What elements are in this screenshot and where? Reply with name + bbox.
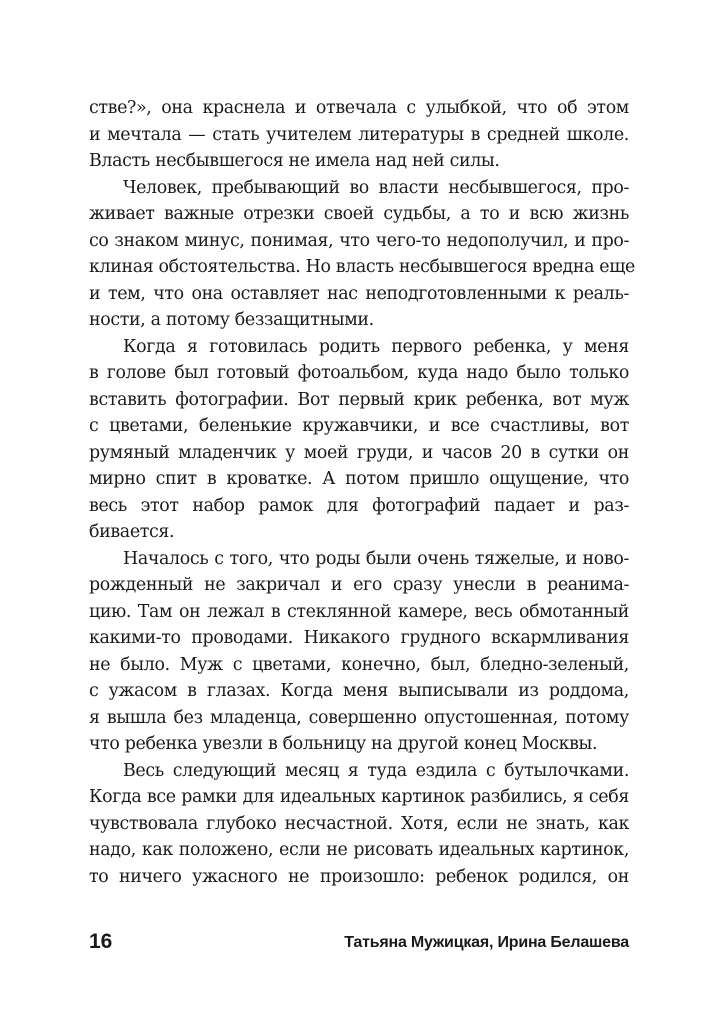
text-line: клиная обстоятельства. Но власть несбывшегося вредна еще	[89, 257, 636, 277]
text-line: Весь следующий месяц я туда ездила с бутылочками.	[123, 760, 629, 781]
text-line: я вышла без младенца, совершенно опустошенная, потому	[89, 707, 629, 728]
text-line: Человек, пребывающий во власти несбывшегося, про-	[123, 177, 629, 198]
text-line: надо, как положено, если не рисовать идеальных картинок,	[89, 840, 629, 860]
text-line: ности, а потому беззащитными.	[89, 310, 374, 330]
text-line: Власть несбывшегося не имела над ней силы.	[89, 151, 500, 171]
text-line: и мечтала — стать учителем литературы в средней школе.	[89, 124, 629, 145]
running-title-authors: Татьяна Мужицкая, Ирина Белашева	[344, 934, 629, 951]
page-body-text	[89, 95, 636, 890]
page-footer	[89, 928, 629, 956]
text-line: цию. Там он лежал в стеклянной камере, весь обмотанный	[89, 601, 629, 622]
text-line: то ничего ужасного не произошло: ребенок родился, он	[89, 866, 629, 887]
page-number: 16	[89, 930, 113, 953]
text-line: не было. Муж с цветами, конечно, был, бледно-зеленый,	[89, 654, 629, 675]
text-line: мирно спит в кроватке. А потом пришло ощущение, что	[89, 469, 629, 489]
text-line: Когда я готовилась родить первого ребенка, у меня	[123, 336, 629, 357]
text-line: румяный младенчик у моей груди, и часов 20 в сутки он	[89, 442, 629, 463]
text-line: вставить фотографии. Вот первый крик ребенка, вот муж	[89, 389, 629, 410]
text-line: с цветами, беленькие кружавчики, и все счастливы, вот	[89, 416, 629, 436]
text-line: рожденный не закричал и его сразу унесли в реанима-	[89, 575, 629, 595]
text-line: в голове был готовый фотоальбом, куда надо было только	[89, 363, 629, 383]
text-line: и тем, что она оставляет нас неподготовленными к реаль-	[89, 283, 629, 304]
text-line: что ребенка увезли в больницу на другой конец Москвы.	[89, 734, 598, 754]
text-line: со знаком минус, понимая, что чего-то недополучил, и про-	[89, 230, 629, 251]
text-line: бивается.	[89, 522, 175, 542]
text-line: какими-то проводами. Никакого грудного вскармливания	[89, 628, 629, 648]
text-line: Когда все рамки для идеальных картинок разбились, я себя	[89, 787, 629, 807]
text-line: весь этот набор рамок для фотографий падает и раз-	[89, 495, 629, 516]
text-line: Началось с того, что роды были очень тяжелые, и ново-	[123, 548, 629, 569]
text-line: живает важные отрезки своей судьбы, а то и всю жизнь	[89, 204, 629, 224]
text-line: с ужасом в глазах. Когда меня выписывали из роддома,	[89, 681, 629, 701]
text-line: чувствовала глубоко несчастной. Хотя, если не знать, как	[89, 813, 629, 834]
text-line: стве?», она краснела и отвечала с улыбкой, что об этом	[89, 98, 629, 118]
